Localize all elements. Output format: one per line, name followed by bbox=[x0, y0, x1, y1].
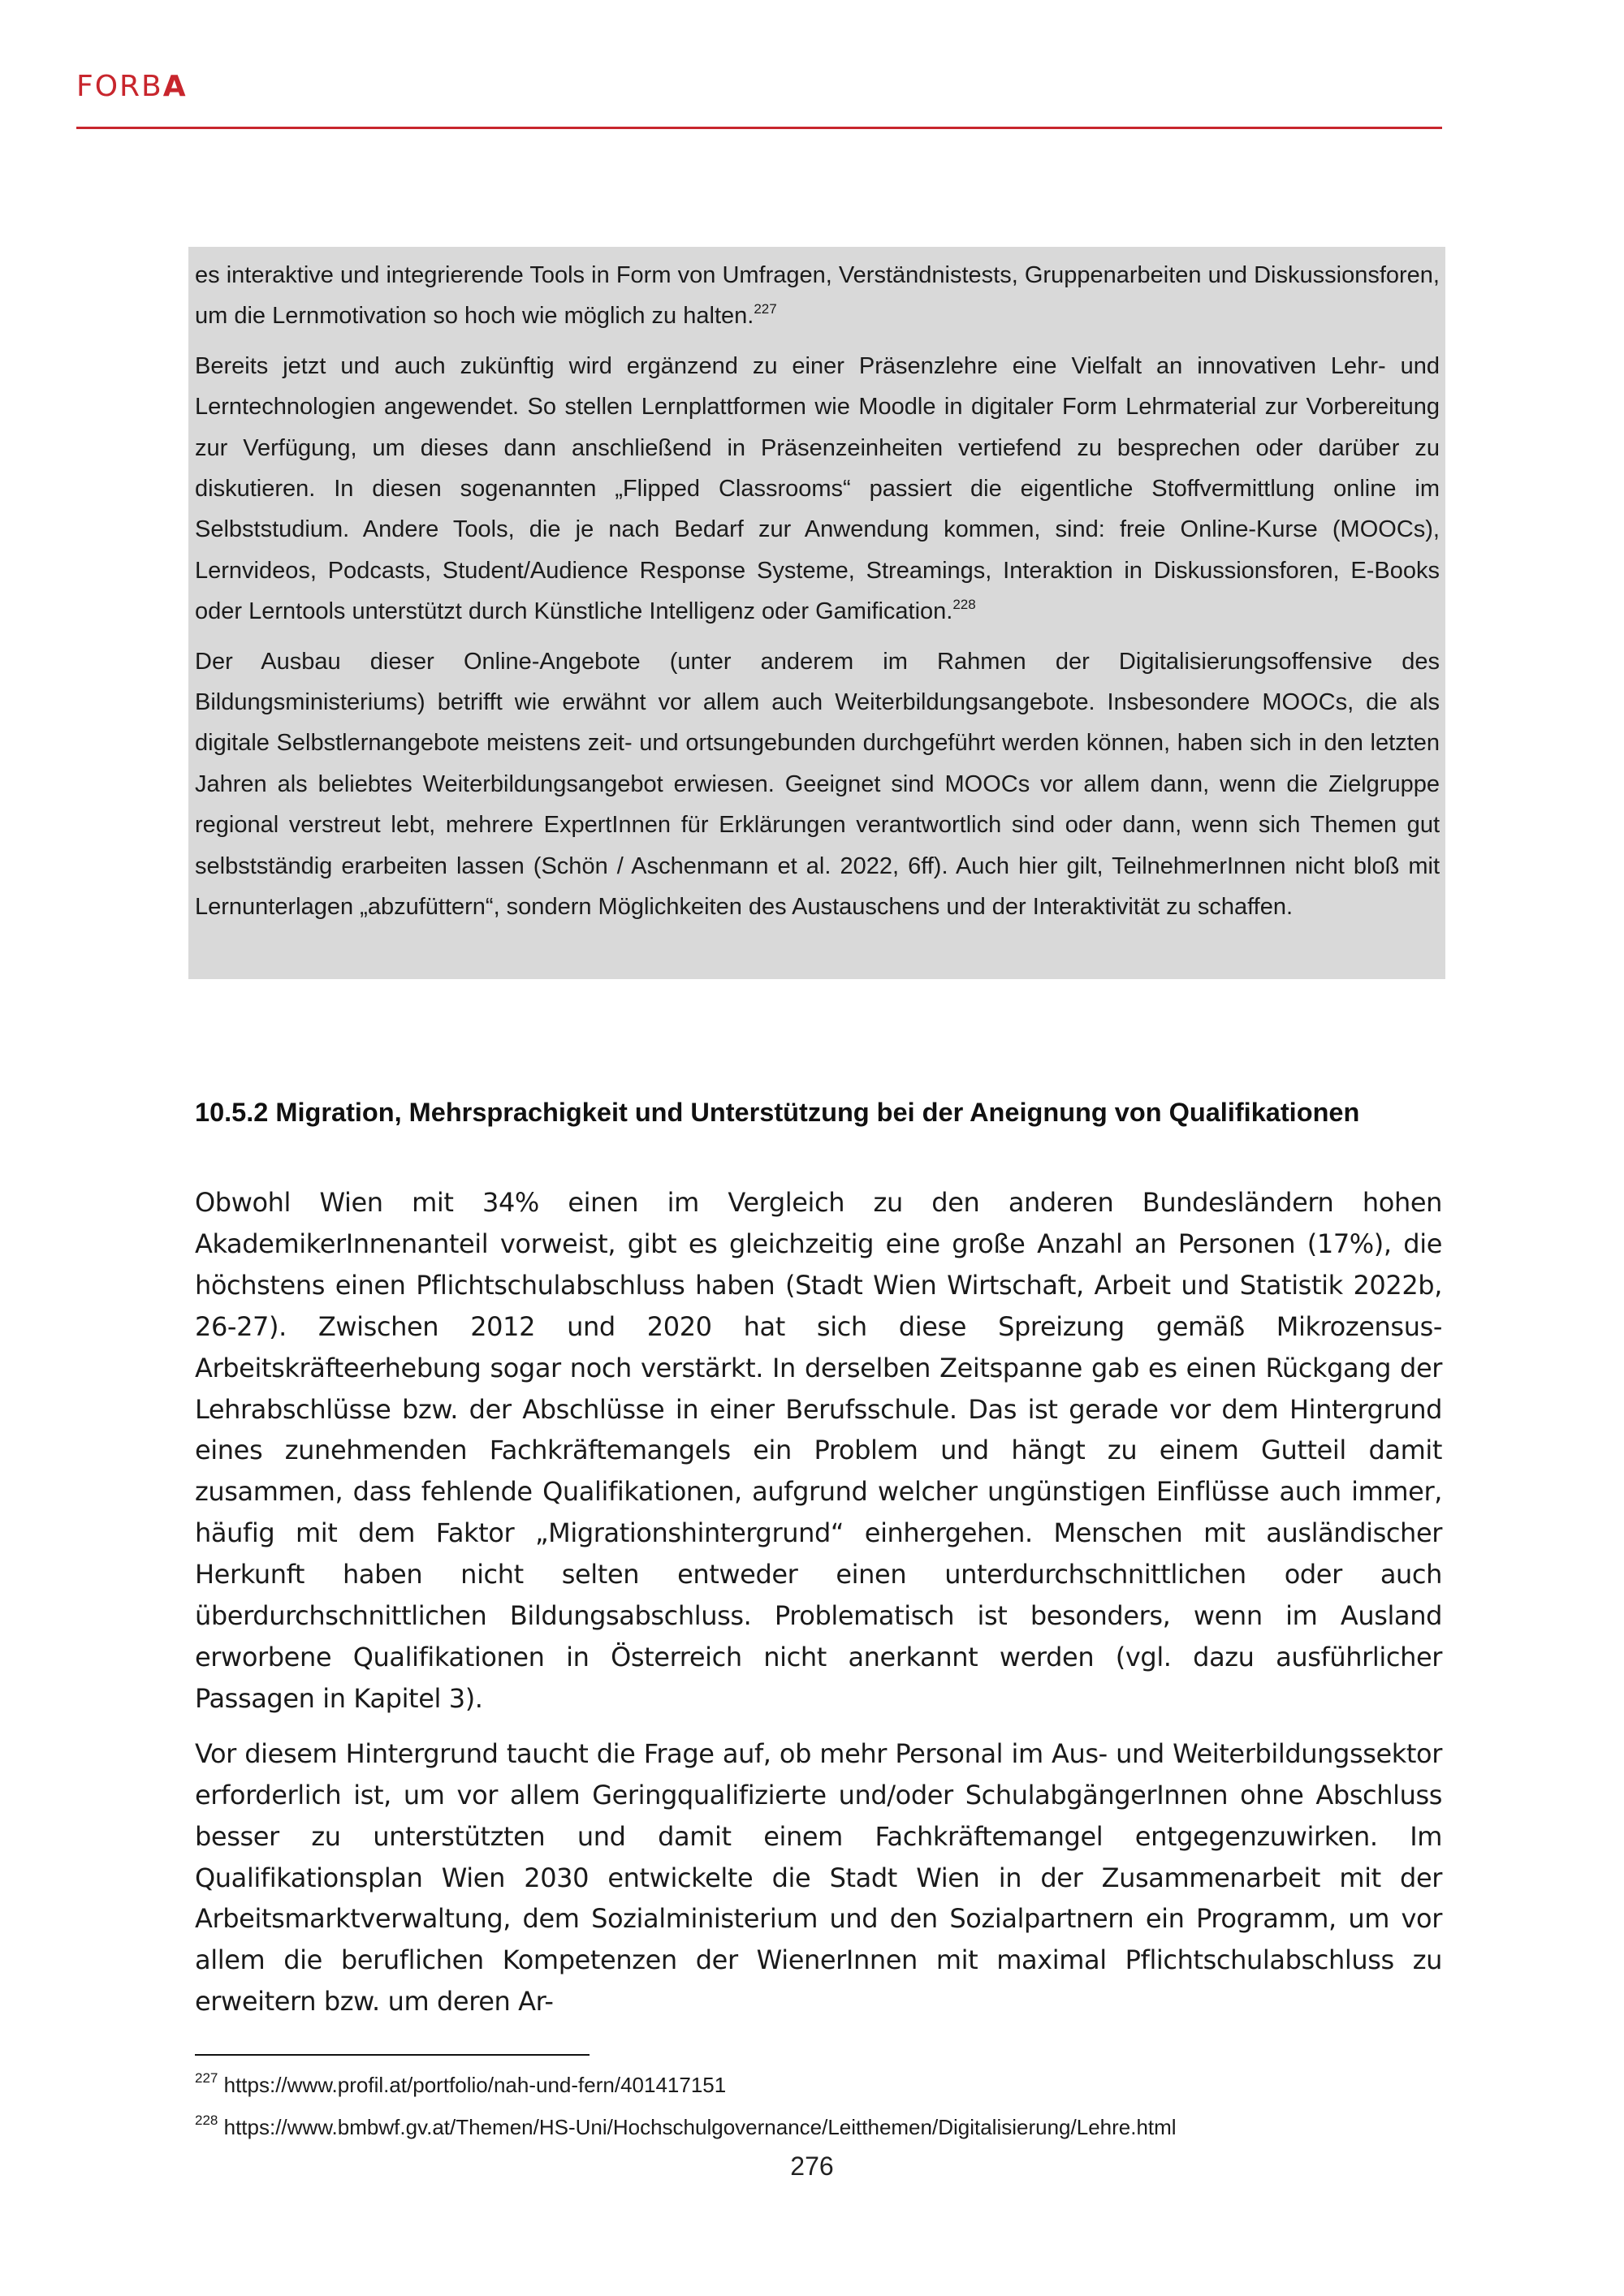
forba-logo bbox=[76, 70, 188, 103]
section-body bbox=[195, 1182, 1442, 2036]
shaded-paragraph-2: Bereits jetzt und auch zukünftig wird ergänzend zu einer Präsenzlehre eine Vielfalt an innovativen Lehr- und Lerntechnologien angewendet. So stellen Lernplattformen wie Moodle in digitaler Form Lehrmaterial zur Vorbereitung zur Verfügung, um dieses dann anschließend in Präsenzeinheiten vertiefend zu besprechen oder darüber zu diskutieren. In diesen sogenannten „Flipped Classrooms“ passiert die eigentliche Stoffvermittlung online im Selbststudium. Andere Tools, die je nach Bedarf zur Anwendung kommen, sind: freie Online-Kurse (MOOCs), Lernvideos, Podcasts, Student/Audience Response Systeme, Streamings, Interaktion in Diskussionsforen, E-Books oder Lerntools unterstützt durch Künstliche Intelligenz oder Gamification.$^{228}$ bbox=[195, 352, 1440, 625]
logo-text-forb: FORB bbox=[76, 70, 163, 103]
footnote-number: 227 bbox=[195, 2070, 218, 2087]
footnote-228 bbox=[195, 2111, 1177, 2143]
footnote-rule bbox=[195, 2054, 590, 2056]
shaded-text-box bbox=[188, 247, 1445, 979]
body-paragraph-2: Vor diesem Hintergrund taucht die Frage auf, ob mehr Personal im Aus- und Weiterbildungssektor erforderlich ist, um vor allem Geringqualifizierte und/oder SchulabgängerInnen ohne Abschluss besser zu unterstützten und damit einem Fachkräftemangel entgegenzuwirken. Im Qualifikationsplan Wien 2030 entwickelte die Stadt Wien in der Zusammenarbeit mit der Arbeitsmarktverwaltung, dem Sozialministerium und den Sozialpartnern ein Programm, um vor allem die beruflichen Kompetenzen der WienerInnen mit maximal Pflichtschulabschluss zu erweitern bzw. um deren Ar- bbox=[195, 1737, 1442, 2018]
logo-text-a: A bbox=[162, 70, 188, 103]
page-number: 276 bbox=[790, 2151, 834, 2181]
shaded-paragraph-3: Der Ausbau dieser Online-Angebote (unter anderem im Rahmen der Digitalisierungsoffensive des Bildungsministeriums) betrifft wie erwähnt vor allem auch Weiterbildungsangebote. Insbesondere MOOCs, die als digitale Selbstlernangebote meistens zeit- und ortsungebunden durchgeführt werden können, haben sich in den letzten Jahren als beliebtes Weiterbildungsangebot erwiesen. Geeignet sind MOOCs vor allem dann, wenn die Zielgruppe regional verstreut lebt, mehrere ExpertInnen für Erklärungen verantwortlich sind oder dann, wenn sich Themen gut selbstständig erarbeiten lassen (Schön / Aschenmann et al. 2022, 6ff). Auch hier gilt, TeilnehmerInnen nicht bloß mit Lernunterlagen „abzufüttern“, sondern Möglichkeiten des Austauschens und der Interaktivität zu schaffen. bbox=[195, 648, 1440, 921]
header-rule bbox=[76, 127, 1442, 129]
footnote-227 bbox=[195, 2069, 1177, 2101]
footnote-link[interactable]: https://www.profil.at/portfolio/nah-und-fern/401417151 bbox=[223, 2073, 727, 2097]
shaded-paragraph-1: es interaktive und integrierende Tools in Form von Umfragen, Verständnistests, Gruppenarbeiten und Diskussionsforen, um die Lernmotivation so hoch wie möglich zu halten.$^{227}$ bbox=[195, 262, 1440, 330]
body-paragraph-1: Obwohl Wien mit 34% einen im Vergleich zu den anderen Bundesländern hohen AkademikerInnenanteil vorweist, gibt es gleichzeitig eine große Anzahl an Personen (17%), die höchstens einen Pflichtschulabschluss haben (Stadt Wien Wirtschaft, Arbeit und Statistik 2022b, 26-27). Zwischen 2012 und 2020 hat sich diese Spreizung gemäß Mikrozensus-Arbeitskräfteerhebung sogar noch verstärkt. In derselben Zeitspanne gab es einen Rückgang der Lehrabschlüsse bzw. der Abschlüsse in einer Berufsschule. Das ist gerade vor dem Hintergrund eines zunehmenden Fachkräftemangels ein Problem und hängt zu einem Gutteil damit zusammen, dass fehlende Qualifikationen, aufgrund welcher ungünstigen Einflüsse auch immer, häufig mit dem Faktor „Migrationshintergrund“ einhergehen. Menschen mit ausländischer Herkunft haben nicht selten entweder einen unterdurchschnittlichen oder auch überdurchschnittlichen Bildungsabschluss. Problematisch ist besonders, wenn im Ausland erworbene Qualifikationen in Österreich nicht anerkannt werden (vgl. dazu ausführlicher Passagen in Kapitel 3). bbox=[195, 1187, 1442, 1714]
footnote-ref-227[interactable]: 227 bbox=[754, 300, 777, 317]
footnotes bbox=[195, 2069, 1177, 2153]
section-heading: 10.5.2 Migration, Mehrsprachigkeit und Unterstützung bei der Aneignung von Qualifikationen bbox=[195, 1098, 1360, 1127]
footnote-link[interactable]: https://www.bmbwf.gv.at/Themen/HS-Uni/Hochschulgovernance/Leitthemen/Digitalisierung/Lehre.html bbox=[223, 2115, 1177, 2139]
footnote-number: 228 bbox=[195, 2113, 218, 2129]
footnote-ref-228[interactable]: 228 bbox=[952, 596, 976, 612]
